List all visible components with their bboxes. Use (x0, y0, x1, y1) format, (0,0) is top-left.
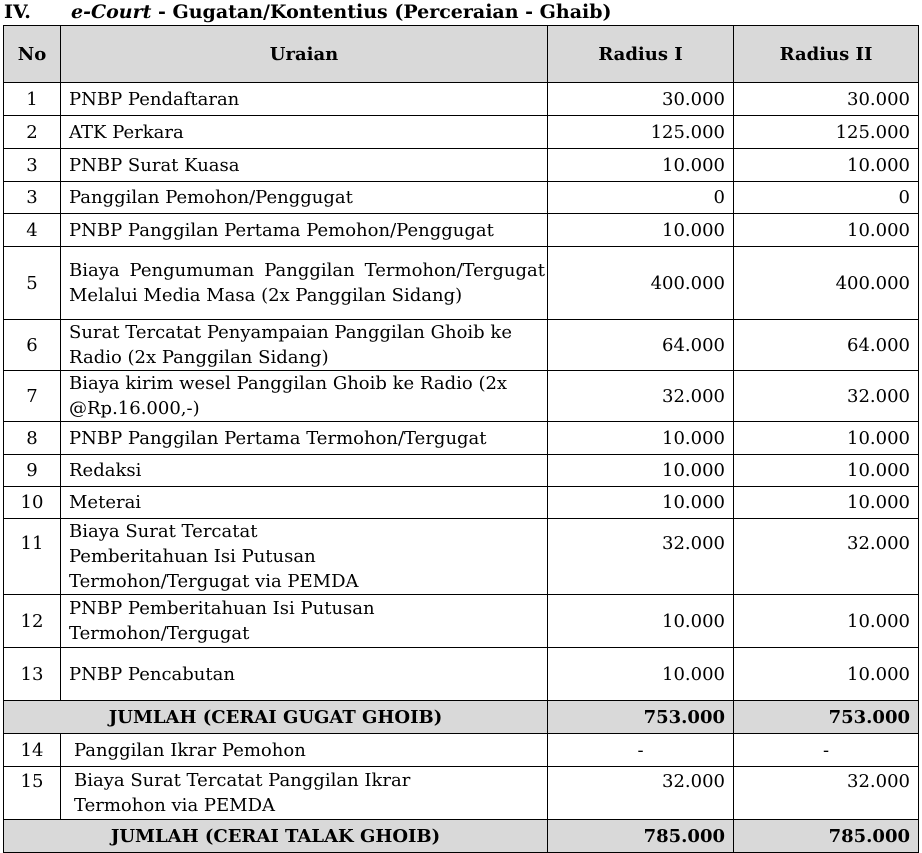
table-row (4, 734, 919, 767)
row-radius-1: 10.000 (548, 595, 734, 648)
row-desc: PNBP Pemberitahuan Isi Putusan Termohon/Tergugat (61, 595, 548, 648)
row-no: 9 (4, 455, 61, 487)
table-row (4, 116, 919, 149)
row-radius-1: 10.000 (548, 455, 734, 487)
row-desc: ATK Perkara (61, 116, 548, 149)
table-row (4, 149, 919, 182)
row-radius-2: 10.000 (734, 455, 919, 487)
row-no: 15 (4, 767, 61, 820)
row-radius-2: 10.000 (734, 214, 919, 247)
table-row (4, 320, 919, 371)
row-no: 12 (4, 595, 61, 648)
total-radius-1: 785.000 (548, 820, 734, 853)
row-no: 13 (4, 648, 61, 701)
row-radius-1: 10.000 (548, 648, 734, 701)
total-row-cerai-gugat (4, 701, 919, 734)
total-row-cerai-talak (4, 820, 919, 853)
row-radius-1: 32.000 (548, 519, 734, 595)
row-no: 11 (4, 519, 61, 595)
row-no: 10 (4, 487, 61, 519)
total-radius-2: 753.000 (734, 701, 919, 734)
header-uraian: Uraian (61, 26, 548, 83)
row-radius-1: 10.000 (548, 149, 734, 182)
row-desc: Biaya Surat Tercatat Panggilan Ikrar Termohon via PEMDA (61, 767, 548, 820)
section-number: IV. (4, 1, 31, 23)
table-row (4, 371, 919, 422)
row-radius-1: 32.000 (548, 371, 734, 422)
row-desc: Redaksi (61, 455, 548, 487)
heading-rest: - Gugatan/Kontentius (Perceraian - Ghaib) (151, 1, 612, 23)
row-radius-1: 30.000 (548, 83, 734, 116)
section-heading (4, 1, 612, 25)
row-no: 14 (4, 734, 61, 767)
table-row (4, 648, 919, 701)
row-radius-1: 64.000 (548, 320, 734, 371)
row-desc: PNBP Pendaftaran (61, 83, 548, 116)
total-radius-1: 753.000 (548, 701, 734, 734)
row-no: 8 (4, 422, 61, 455)
row-radius-1: 10.000 (548, 422, 734, 455)
table-row (4, 214, 919, 247)
row-radius-1: 400.000 (548, 247, 734, 320)
row-radius-2: 10.000 (734, 648, 919, 701)
row-desc: PNBP Panggilan Pertama Termohon/Tergugat (61, 422, 548, 455)
total-label: JUMLAH (CERAI GUGAT GHOIB) (4, 701, 548, 734)
total-label: JUMLAH (CERAI TALAK GHOIB) (4, 820, 548, 853)
row-no: 3 (4, 182, 61, 214)
header-radius-1: Radius I (548, 26, 734, 83)
table-header-row (4, 26, 919, 83)
total-radius-2: 785.000 (734, 820, 919, 853)
heading-italic: e-Court (71, 1, 152, 23)
row-radius-2: 10.000 (734, 487, 919, 519)
table-row (4, 422, 919, 455)
row-no: 6 (4, 320, 61, 371)
row-radius-2: 0 (734, 182, 919, 214)
row-no: 1 (4, 83, 61, 116)
row-radius-2: 32.000 (734, 519, 919, 595)
header-no: No (4, 26, 61, 83)
row-desc: Panggilan Pemohon/Penggugat (61, 182, 548, 214)
row-radius-2: 10.000 (734, 595, 919, 648)
table-row (4, 455, 919, 487)
row-no: 2 (4, 116, 61, 149)
row-no: 4 (4, 214, 61, 247)
row-desc: Biaya Surat Tercatat Pemberitahuan Isi Putusan Termohon/Tergugat via PEMDA (61, 519, 548, 595)
row-desc: PNBP Panggilan Pertama Pemohon/Penggugat (61, 214, 548, 247)
row-no: 7 (4, 371, 61, 422)
table-row (4, 519, 919, 595)
row-radius-2: 64.000 (734, 320, 919, 371)
table-row (4, 487, 919, 519)
row-radius-2: 10.000 (734, 422, 919, 455)
row-desc: PNBP Pencabutan (61, 648, 548, 701)
table-row (4, 83, 919, 116)
row-desc: PNBP Surat Kuasa (61, 149, 548, 182)
row-radius-2: 400.000 (734, 247, 919, 320)
row-radius-2: 10.000 (734, 149, 919, 182)
row-radius-1: 10.000 (548, 214, 734, 247)
row-radius-1: 32.000 (548, 767, 734, 820)
table-row (4, 247, 919, 320)
row-radius-2: 32.000 (734, 767, 919, 820)
row-no: 5 (4, 247, 61, 320)
row-radius-1: 10.000 (548, 487, 734, 519)
row-desc: Meterai (61, 487, 548, 519)
table-row (4, 595, 919, 648)
row-desc: Biaya Pengumuman Panggilan Termohon/Tergugat Melalui Media Masa (2x Panggilan Sidang) (61, 247, 548, 320)
row-radius-2: - (734, 734, 919, 767)
row-radius-2: 32.000 (734, 371, 919, 422)
row-radius-1: 0 (548, 182, 734, 214)
header-radius-2: Radius II (734, 26, 919, 83)
table-row (4, 767, 919, 820)
fee-table (3, 25, 919, 853)
row-desc: Biaya kirim wesel Panggilan Ghoib ke Radio (2x @Rp.16.000,-) (61, 371, 548, 422)
row-radius-2: 30.000 (734, 83, 919, 116)
row-no: 3 (4, 149, 61, 182)
row-desc: Surat Tercatat Penyampaian Panggilan Ghoib ke Radio (2x Panggilan Sidang) (61, 320, 548, 371)
row-radius-1: 125.000 (548, 116, 734, 149)
table-row (4, 182, 919, 214)
row-radius-2: 125.000 (734, 116, 919, 149)
row-desc: Panggilan Ikrar Pemohon (61, 734, 548, 767)
row-radius-1: - (548, 734, 734, 767)
